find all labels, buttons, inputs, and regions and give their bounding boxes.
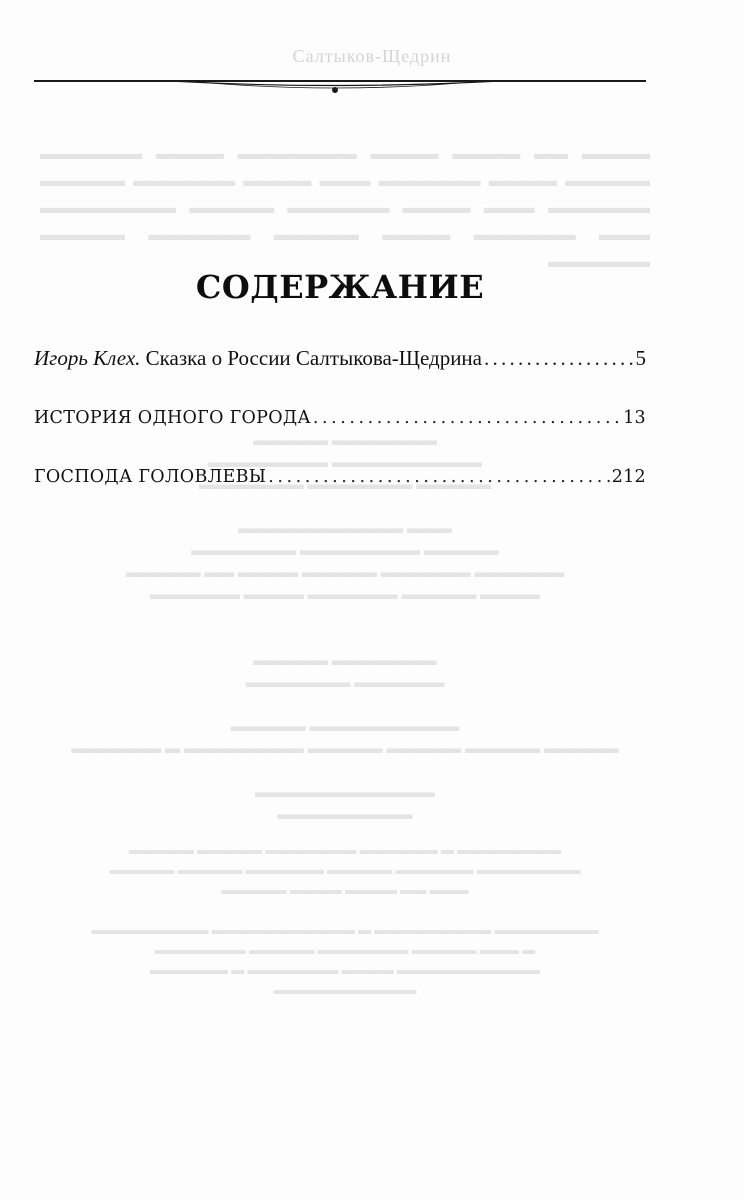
header-ornament-icon xyxy=(170,74,500,98)
toc-entry-title: ГОСПОДА ГОЛОВЛЕВЫ xyxy=(34,467,267,487)
toc-entry[interactable] xyxy=(34,346,646,371)
show-through-colophon: ▬▬▬▬▬▬▬▬ ▬ ▬▬▬▬▬▬ ▬▬▬▬▬▬▬ ▬▬▬▬▬ ▬▬▬▬▬ ▬▬▬▬▬▬▬▬ ▬▬▬▬▬▬ ▬▬▬▬▬ ▬▬▬▬▬▬ ▬▬▬▬▬ ▬▬▬▬▬ ▬▬▬ ▬▬ ▬▬▬▬ ▬▬▬▬ ▬▬▬▬▬ ▬▬▬▬▬▬▬▬ ▬▬▬▬▬▬▬▬▬ ▬ ▬▬▬▬▬▬▬▬▬▬▬ ▬▬▬▬▬▬▬▬▬ ▬ ▬▬▬ ▬▬▬▬▬ ▬▬▬▬▬▬▬ ▬▬▬▬▬ ▬▬▬▬▬▬▬ ▬▬▬▬▬▬▬▬▬▬▬ ▬▬▬▬ ▬▬▬▬▬▬▬ ▬ ▬▬▬▬▬▬ ▬▬▬▬▬▬▬▬▬▬▬ xyxy=(91,842,599,997)
toc-entry-author: Игорь Клех. xyxy=(34,346,141,370)
toc-entry-title: Сказка о России Салтыкова-Щедрина xyxy=(140,346,482,370)
toc-entry-page: 212 xyxy=(611,467,646,487)
dot-leader xyxy=(313,408,621,428)
toc-heading: СОДЕРЖАНИЕ xyxy=(195,268,485,306)
show-through-text: ▬▬▬▬ ▬▬ ▬▬▬▬ ▬▬▬▬ ▬▬▬▬▬▬▬ ▬▬▬▬ ▬▬▬▬▬▬ ▬▬▬▬▬ ▬▬▬▬ ▬▬▬▬▬▬ ▬▬▬ ▬▬▬▬ ▬▬▬▬▬▬ ▬▬▬▬▬ ▬▬▬▬▬▬ ▬▬▬ ▬▬▬▬ ▬▬▬▬▬▬ ▬▬▬▬▬ ▬▬▬▬▬▬▬▬ ▬▬▬ ▬▬▬▬▬▬ ▬▬▬▬ ▬▬▬▬▬ ▬▬▬▬▬▬ ▬▬▬▬▬ ▬▬▬▬▬▬ xyxy=(40,144,650,271)
toc-entry-page: 5 xyxy=(635,346,646,370)
dot-leader xyxy=(484,346,634,371)
show-through-imprint: ▬▬▬▬▬▬▬ ▬▬▬▬▬ ▬▬▬▬▬▬▬▬▬▬ ▬▬▬▬▬▬▬▬ ▬▬▬▬▬ ▬▬▬▬▬▬▬ ▬▬▬▬▬▬▬ ▬▬▬ ▬▬▬▬▬▬▬▬▬▬▬ ▬▬▬▬▬ ▬▬▬▬▬▬▬▬ ▬▬▬▬▬▬▬ ▬▬▬▬▬▬ ▬▬▬▬▬▬ ▬▬▬▬▬ ▬▬▬▬ ▬▬ ▬▬▬▬▬ ▬▬▬▬ ▬▬▬▬▬ ▬▬▬▬▬▬ ▬▬▬▬ ▬▬▬▬▬▬ ▬▬▬▬▬▬▬ ▬▬▬▬▬ ▬▬▬▬▬▬ ▬▬▬▬▬▬▬ ▬▬▬▬▬▬▬▬▬▬ ▬▬▬▬▬ ▬▬▬▬▬ ▬▬▬▬▬ ▬▬▬▬▬ ▬▬▬▬▬ ▬▬▬▬▬▬▬▬ ▬ ▬▬▬▬▬▬ ▬▬▬▬▬▬▬▬▬▬▬▬ ▬▬▬▬▬▬▬▬▬ xyxy=(71,433,619,823)
toc-entry-page: 13 xyxy=(623,408,646,428)
toc-entry[interactable] xyxy=(34,408,646,428)
toc-entry-title: ИСТОРИЯ ОДНОГО ГОРОДА xyxy=(34,408,311,428)
running-header: Салтыков-Щедрин xyxy=(292,46,452,66)
